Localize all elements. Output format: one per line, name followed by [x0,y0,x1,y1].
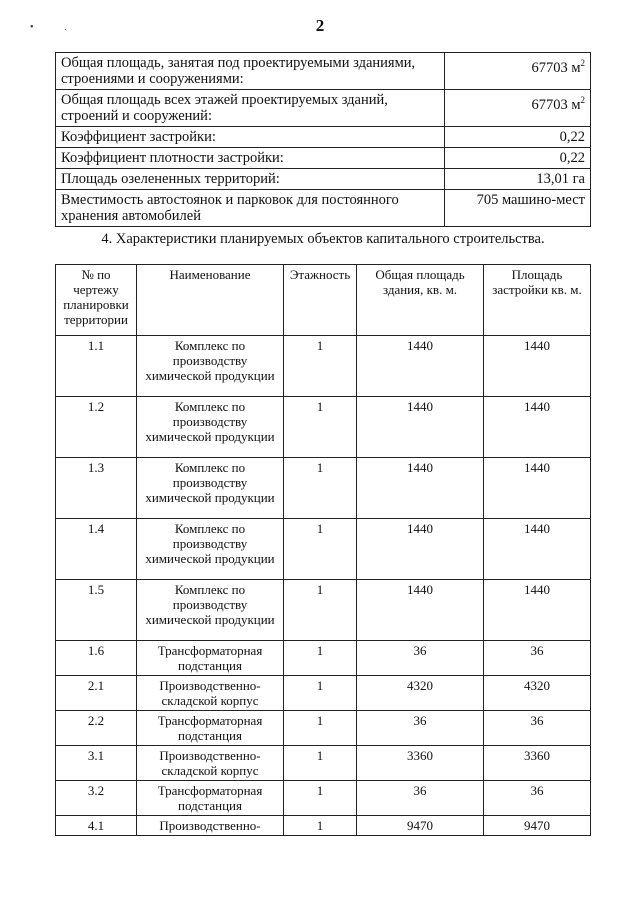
table-row [56,746,591,781]
cell-total-area: 36 [357,781,484,816]
cell-footprint: 1440 [484,336,591,397]
cell-floors: 1 [284,711,357,746]
cell-footprint: 1440 [484,397,591,458]
cell-total-area: 1440 [357,580,484,641]
summary-label: Коэффициент плотности застройки: [56,148,445,169]
summary-table [55,52,591,227]
table-row [56,336,591,397]
summary-value: 67703 $м^2$ [444,53,590,90]
cell-footprint: 1440 [484,458,591,519]
cell-total-area: 4320 [357,676,484,711]
summary-value: 67703 $м^2$ [444,90,590,127]
cell-name: Комплекс по производству химической продукции [137,519,284,580]
cell-number: 2.2 [56,711,137,746]
cell-floors: 1 [284,746,357,781]
column-header: Общая площадь здания, кв. м. [357,265,484,336]
cell-floors: 1 [284,519,357,580]
summary-value: 13,01 га [444,169,590,190]
cell-floors: 1 [284,816,357,836]
cell-total-area: 36 [357,711,484,746]
cell-total-area: 1440 [357,397,484,458]
table-row [56,53,591,90]
table-row [56,781,591,816]
cell-name: Комплекс по производству химической продукции [137,458,284,519]
cell-total-area: 1440 [357,336,484,397]
summary-label: Площадь озелененных территорий: [56,169,445,190]
cell-footprint: 36 [484,641,591,676]
cell-floors: 1 [284,580,357,641]
cell-total-area: 9470 [357,816,484,836]
column-header: Этажность [284,265,357,336]
cell-footprint: 4320 [484,676,591,711]
table-row [56,580,591,641]
cell-floors: 1 [284,397,357,458]
column-header: № по чертежу планировки территории [56,265,137,336]
cell-name: Трансформаторная подстанция [137,641,284,676]
cell-total-area: 3360 [357,746,484,781]
cell-number: 1.5 [56,580,137,641]
summary-value: 705 машино-мест [444,190,590,227]
cell-name: Производственно-складской корпус [137,746,284,781]
table-row [56,127,591,148]
page-number: 2 [315,16,325,35]
cell-name: Трансформаторная подстанция [137,711,284,746]
section-heading: 4. Характеристики планируемых объектов капитального строительства. [101,231,545,247]
summary-label: Общая площадь, занятая под проектируемыми зданиями, строениями и сооружениями: [56,53,445,90]
cell-number: 3.2 [56,781,137,816]
column-header: Наименование [137,265,284,336]
cell-footprint: 36 [484,711,591,746]
cell-total-area: 1440 [357,458,484,519]
table-header-row [56,265,591,336]
cell-floors: 1 [284,676,357,711]
table-row [56,148,591,169]
cell-floors: 1 [284,781,357,816]
column-header: Площадь застройки кв. м. [484,265,591,336]
cell-name: Комплекс по производству химической продукции [137,336,284,397]
cell-floors: 1 [284,641,357,676]
cell-name: Производственно- [137,816,284,836]
table-row [56,641,591,676]
scan-speck: ˎ [64,20,68,31]
cell-number: 1.1 [56,336,137,397]
cell-total-area: 1440 [357,519,484,580]
objects-table [55,264,591,836]
summary-value: 0,22 [444,127,590,148]
summary-label: Коэффициент застройки: [56,127,445,148]
summary-label: Общая площадь всех этажей проектируемых зданий, строений и сооружений: [56,90,445,127]
cell-footprint: 3360 [484,746,591,781]
table-row [56,711,591,746]
cell-number: 1.2 [56,397,137,458]
cell-number: 1.4 [56,519,137,580]
summary-value: 0,22 [444,148,590,169]
table-row [56,816,591,836]
cell-name: Производственно-складской корпус [137,676,284,711]
summary-label: Вместимость автостоянок и парковок для постоянного хранения автомобилей [56,190,445,227]
table-row [56,458,591,519]
cell-footprint: 1440 [484,580,591,641]
table-row [56,169,591,190]
cell-floors: 1 [284,458,357,519]
cell-number: 2.1 [56,676,137,711]
table-row [56,190,591,227]
cell-number: 1.3 [56,458,137,519]
table-row [56,519,591,580]
cell-number: 1.6 [56,641,137,676]
cell-footprint: 9470 [484,816,591,836]
scan-speck: • [30,22,34,33]
table-row [56,397,591,458]
cell-name: Комплекс по производству химической продукции [137,397,284,458]
cell-floors: 1 [284,336,357,397]
table-row [56,90,591,127]
cell-number: 4.1 [56,816,137,836]
cell-footprint: 1440 [484,519,591,580]
table-row [56,676,591,711]
cell-number: 3.1 [56,746,137,781]
cell-total-area: 36 [357,641,484,676]
cell-footprint: 36 [484,781,591,816]
cell-name: Трансформаторная подстанция [137,781,284,816]
cell-name: Комплекс по производству химической продукции [137,580,284,641]
